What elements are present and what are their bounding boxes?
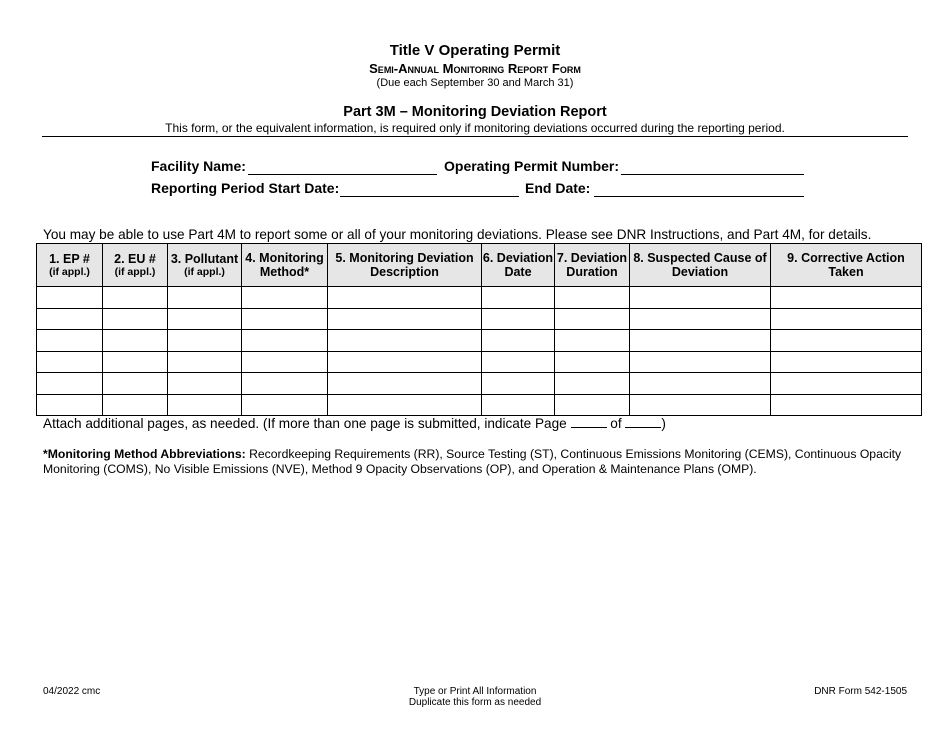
table-cell[interactable] — [555, 373, 630, 395]
table-cell[interactable] — [103, 330, 168, 352]
part-heading: Part 3M – Monitoring Deviation Report — [343, 104, 607, 120]
attach-of: of — [610, 416, 622, 431]
form-title: Title V Operating Permit — [389, 42, 561, 59]
facility-name-label: Facility Name: — [151, 158, 246, 174]
header-divider — [42, 136, 908, 137]
table-cell[interactable] — [168, 330, 242, 352]
table-cell[interactable] — [103, 373, 168, 395]
footer-instructions — [0, 686, 950, 708]
table-row — [37, 287, 922, 309]
col-eu: 2. EU # (if appl.) — [103, 244, 168, 287]
table-cell[interactable] — [555, 394, 630, 416]
table-cell[interactable] — [328, 373, 482, 395]
table-cell[interactable] — [555, 308, 630, 330]
table-cell[interactable] — [103, 308, 168, 330]
table-row — [37, 373, 922, 395]
table-cell[interactable] — [103, 287, 168, 309]
table-row — [37, 330, 922, 352]
col-corrective-action: 9. Corrective Action Taken — [771, 244, 922, 287]
table-cell[interactable] — [771, 330, 922, 352]
deviation-table — [36, 243, 922, 416]
col-monitoring-method: 4. Monitoring Method* — [242, 244, 328, 287]
col-description: 5. Monitoring Deviation Description — [328, 244, 482, 287]
page-total-blank[interactable] — [625, 426, 661, 428]
table-cell[interactable] — [37, 351, 103, 373]
table-cell[interactable] — [242, 308, 328, 330]
table-cell[interactable] — [168, 308, 242, 330]
table-cell[interactable] — [37, 373, 103, 395]
table-cell[interactable] — [103, 394, 168, 416]
table-cell[interactable] — [168, 394, 242, 416]
table-cell[interactable] — [771, 287, 922, 309]
table-cell[interactable] — [242, 373, 328, 395]
table-cell[interactable] — [482, 287, 555, 309]
start-date-field[interactable] — [340, 196, 519, 197]
end-date-label: End Date: — [525, 180, 591, 196]
table-row — [37, 351, 922, 373]
table-cell[interactable] — [482, 351, 555, 373]
page-number-blank[interactable] — [571, 426, 607, 428]
table-cell[interactable] — [630, 394, 771, 416]
table-cell[interactable] — [37, 394, 103, 416]
footer-form-number: DNR Form 542-1505 — [814, 686, 907, 697]
requirement-note: This form, or the equivalent information, is required only if monitoring deviations occurred during the reporting period. — [165, 121, 785, 135]
table-cell[interactable] — [328, 308, 482, 330]
table-cell[interactable] — [771, 394, 922, 416]
table-row — [37, 308, 922, 330]
table-cell[interactable] — [328, 351, 482, 373]
footer-line-1: Type or Print All Information — [413, 686, 537, 697]
form-subtitle: Semi-Annual Monitoring Report Form — [369, 61, 581, 76]
abbreviations-label: *Monitoring Method Abbreviations: — [43, 447, 246, 461]
col-suspected-cause: 8. Suspected Cause of Deviation — [630, 244, 771, 287]
col-ep: 1. EP # (if appl.) — [37, 244, 103, 287]
facility-name-field[interactable] — [248, 174, 437, 175]
table-cell[interactable] — [482, 330, 555, 352]
table-cell[interactable] — [630, 330, 771, 352]
table-cell[interactable] — [482, 308, 555, 330]
table-cell[interactable] — [242, 351, 328, 373]
table-cell[interactable] — [168, 351, 242, 373]
permit-number-label: Operating Permit Number: — [444, 158, 620, 174]
permit-number-field[interactable] — [621, 174, 804, 175]
table-cell[interactable] — [771, 373, 922, 395]
table-cell[interactable] — [328, 394, 482, 416]
table-cell[interactable] — [328, 330, 482, 352]
table-cell[interactable] — [103, 351, 168, 373]
table-cell[interactable] — [242, 330, 328, 352]
attach-pages-note — [43, 416, 666, 431]
table-cell[interactable] — [630, 373, 771, 395]
table-cell[interactable] — [242, 394, 328, 416]
table-cell[interactable] — [168, 373, 242, 395]
table-cell[interactable] — [37, 287, 103, 309]
col-deviation-date: 6. Deviation Date — [482, 244, 555, 287]
table-cell[interactable] — [630, 287, 771, 309]
table-cell[interactable] — [555, 287, 630, 309]
end-date-field[interactable] — [594, 196, 804, 197]
abbreviations-note — [43, 447, 903, 476]
table-cell[interactable] — [555, 351, 630, 373]
due-dates: (Due each September 30 and March 31) — [376, 77, 574, 89]
table-cell[interactable] — [555, 330, 630, 352]
col-deviation-duration: 7. Deviation Duration — [555, 244, 630, 287]
attach-close: ) — [661, 416, 666, 431]
intro-text: You may be able to use Part 4M to report some or all of your monitoring deviations. Please see DNR Instructions, and Part 4M, for details. — [43, 227, 872, 242]
table-cell[interactable] — [482, 394, 555, 416]
table-row — [37, 394, 922, 416]
attach-text: Attach additional pages, as needed. (If more than one page is submitted, indicate Page — [43, 416, 567, 431]
col-pollutant: 3. Pollutant (if appl.) — [168, 244, 242, 287]
table-cell[interactable] — [771, 308, 922, 330]
table-header-row — [37, 244, 922, 287]
table-cell[interactable] — [242, 287, 328, 309]
table-cell[interactable] — [482, 373, 555, 395]
table-cell[interactable] — [630, 351, 771, 373]
table-cell[interactable] — [771, 351, 922, 373]
table-cell[interactable] — [168, 287, 242, 309]
table-cell[interactable] — [37, 330, 103, 352]
table-cell[interactable] — [37, 308, 103, 330]
abbreviations-text: Recordkeeping Requirements (RR), Source Testing (ST), Continuous Emissions Monitoring (CEMS), Continuous Opacity Monitoring (COMS), No Visible Emissions (NVE), Method 9 Opacity Observations (OP), and Operation & Maintenance Plans (OMP). — [43, 447, 902, 476]
table-cell[interactable] — [328, 287, 482, 309]
table-cell[interactable] — [630, 308, 771, 330]
footer-revision: 04/2022 cmc — [43, 686, 101, 697]
footer-line-2: Duplicate this form as needed — [408, 697, 542, 708]
start-date-label: Reporting Period Start Date: — [151, 180, 340, 196]
